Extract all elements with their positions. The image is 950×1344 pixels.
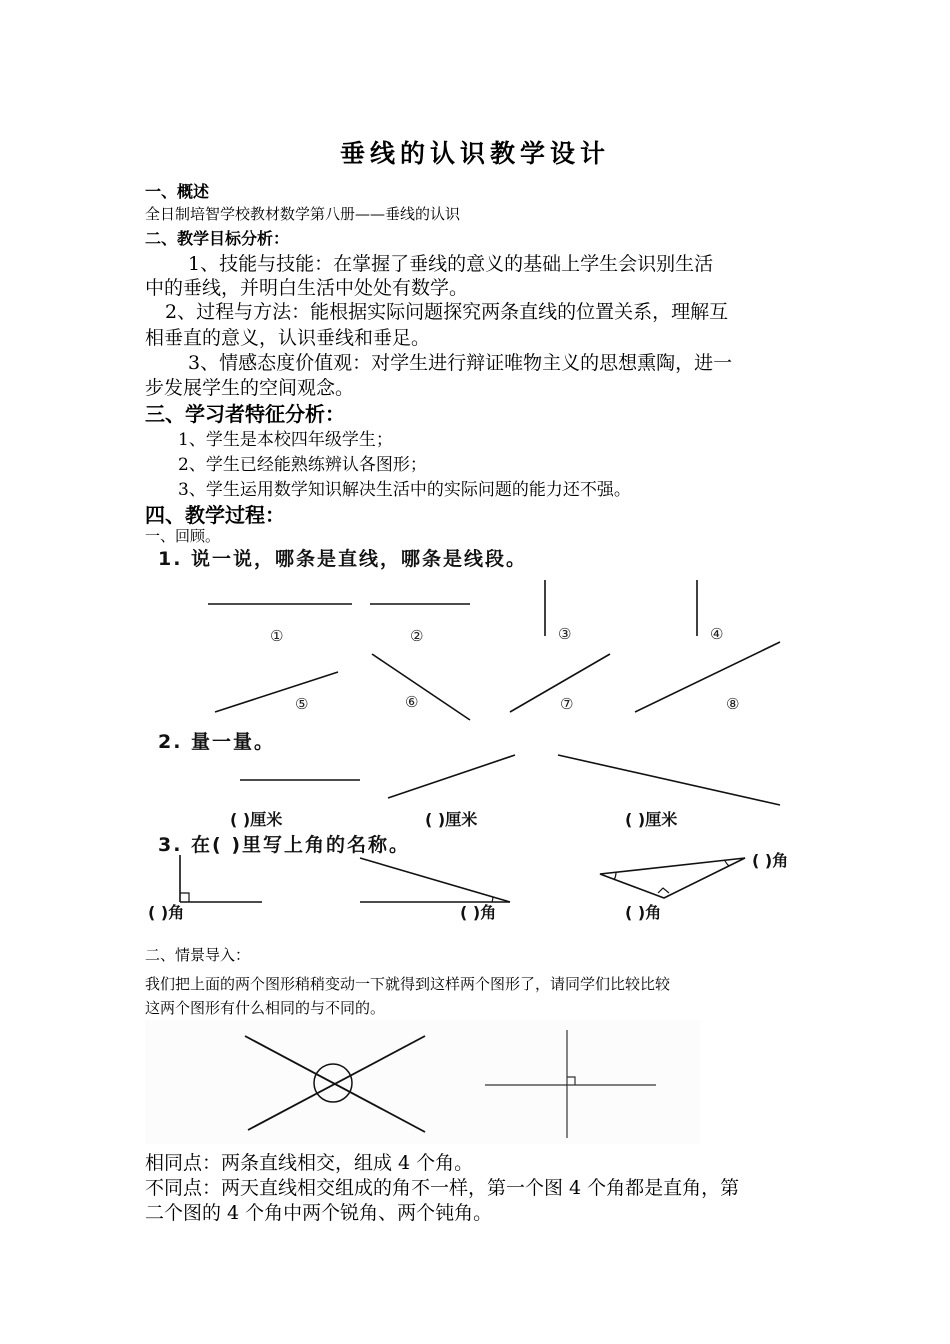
measure-segment-3 xyxy=(558,755,780,805)
learner-item-2: 2、学生已经能熟练辨认各图形； xyxy=(178,455,427,475)
section-4-heading: 四、教学过程： xyxy=(145,503,285,527)
marker-6: ⑥ xyxy=(405,693,419,711)
measure-segment-2 xyxy=(388,755,515,798)
learner-item-1: 1、学生是本校四年级学生； xyxy=(178,430,393,450)
marker-2: ② xyxy=(410,627,424,645)
exercise-2-title: 2. 量一量。 xyxy=(158,731,276,753)
right-angle-symbol xyxy=(567,1077,575,1085)
right-angle-mark xyxy=(180,893,189,902)
crossing-line-1 xyxy=(245,1036,425,1132)
intro-text-line-2: 这两个图形有什么相同的与不同的。 xyxy=(145,999,386,1017)
section-2-heading: 二、教学目标分析： xyxy=(145,229,290,248)
same-point-text: 相同点：两条直线相交，组成 4 个角。 xyxy=(145,1152,474,1174)
cm-answer-1: ( )厘米 xyxy=(230,810,283,829)
angle-answer-2: ( )角 xyxy=(460,903,497,922)
goal-1-line-2: 中的垂线，并明白生活中处处有数学。 xyxy=(145,277,469,299)
marker-3: ③ xyxy=(558,625,572,643)
marker-7: ⑦ xyxy=(560,695,574,713)
intro-subheading: 二、情景导入： xyxy=(145,946,251,964)
cm-answer-2: ( )厘米 xyxy=(425,810,478,829)
figure-6-line xyxy=(372,654,470,720)
goal-3-line-1: 3、情感态度价值观：对学生进行辩证唯物主义的思想熏陶，进一 xyxy=(188,352,733,374)
difference-line-2: 二个图的 4 个角中两个锐角、两个钝角。 xyxy=(145,1202,493,1224)
exercise-3-title: 3. 在( )里写上角的名称。 xyxy=(158,834,411,856)
exercise-1-title: 1. 说一说，哪条是直线，哪条是线段。 xyxy=(158,548,528,570)
intro-text-line-1: 我们把上面的两个图形稍稍变动一下就得到这样两个图形了，请同学们比较比较 xyxy=(145,975,671,993)
review-subheading: 一、回顾。 xyxy=(145,527,221,545)
goal-2-line-1: 2、过程与方法：能根据实际问题探究两条直线的位置关系，理解互 xyxy=(165,301,729,323)
goal-2-line-2: 相垂直的意义，认识垂线和垂足。 xyxy=(145,327,431,349)
angle-answer-1: ( )角 xyxy=(148,903,185,922)
goal-3-line-2: 步发展学生的空间观念。 xyxy=(145,377,355,399)
acute-angle-side xyxy=(360,858,510,902)
goal-1-line-1: 1、技能与技能：在掌握了垂线的意义的基础上学生会识别生活 xyxy=(188,253,714,275)
learner-item-3: 3、学生运用数学知识解决生活中的实际问题的能力还不强。 xyxy=(178,480,631,500)
triangle-shape xyxy=(600,858,745,898)
angle-answer-4: ( )角 xyxy=(752,851,789,870)
section-3-heading: 三、学习者特征分析： xyxy=(145,402,345,426)
cm-answer-3: ( )厘米 xyxy=(625,810,678,829)
marker-5: ⑤ xyxy=(295,695,309,713)
difference-line-1: 不同点：两天直线相交组成的角不一样，第一个图 4 个角都是直角，第 xyxy=(145,1177,740,1199)
acute-angle-arc xyxy=(492,897,493,902)
section-1-text: 全日制培智学校教材数学第八册——垂线的认识 xyxy=(145,205,461,223)
crossing-line-2 xyxy=(248,1036,425,1130)
page-title: 垂线的认识教学设计 xyxy=(339,139,610,168)
marker-4: ④ xyxy=(710,625,724,643)
figure-5-line xyxy=(215,672,338,712)
marker-8: ⑧ xyxy=(726,695,740,713)
figure-7-line xyxy=(510,654,610,712)
angle-answer-3: ( )角 xyxy=(625,903,662,922)
figure-8-line xyxy=(635,642,780,712)
marker-1: ① xyxy=(270,627,284,645)
section-1-heading: 一、概述 xyxy=(145,182,210,201)
angle-circle-mark xyxy=(314,1064,352,1102)
